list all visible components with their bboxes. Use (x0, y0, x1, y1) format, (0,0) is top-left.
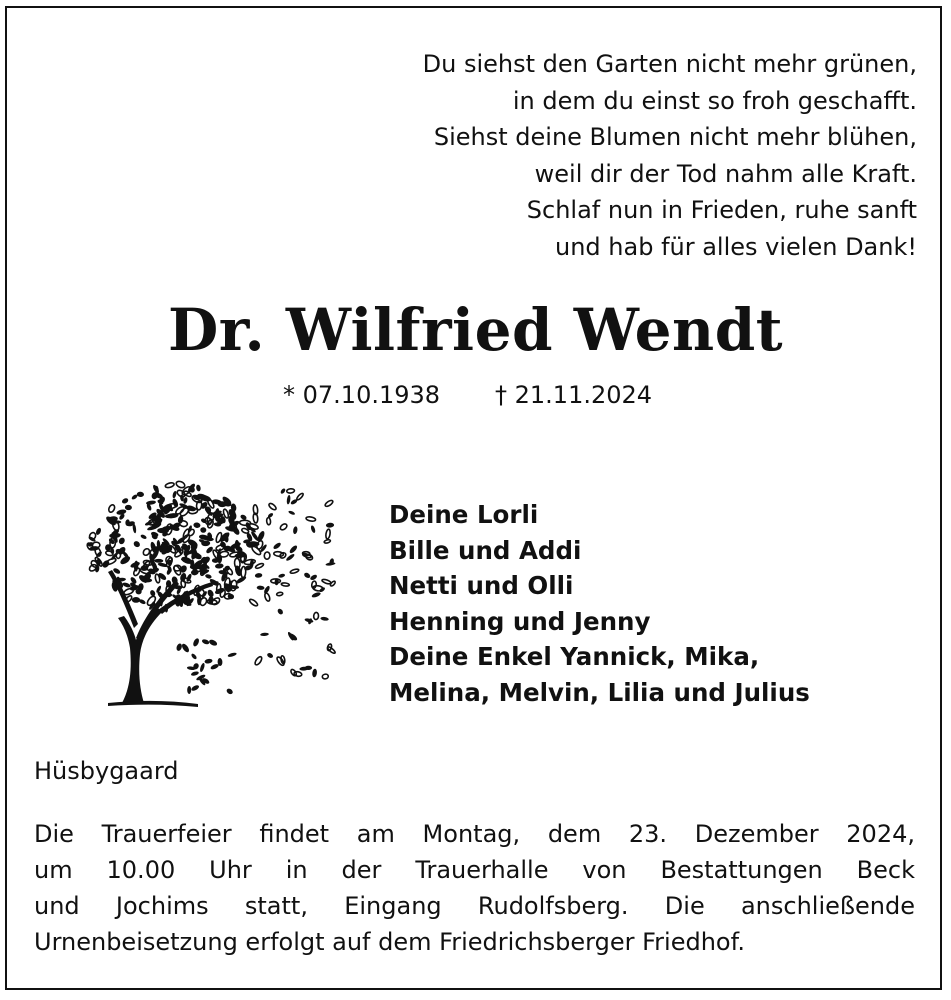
mourner-line: Netti und Olli (389, 571, 574, 600)
ceremony-line: Urnenbeisetzung erfolgt auf dem Friedrichsberger Friedhof. (34, 928, 745, 956)
residence-place: Hüsbygaard (34, 757, 179, 785)
ceremony-line: Die Trauerfeier findet am Montag, dem 23. Dezember 2024, (34, 820, 915, 848)
ceremony-line: um 10.00 Uhr in der Trauerhalle von Bestattungen Beck (34, 856, 915, 884)
poem-line: und hab für alles vielen Dank! (555, 232, 917, 261)
mourner-line: Melina, Melvin, Lilia und Julius (389, 677, 810, 707)
deceased-name: Dr. Wilfried Wendt (167, 296, 784, 364)
ceremony-details (34, 816, 915, 960)
windblown-tree-icon (78, 448, 338, 710)
mourner-line: Deine Lorli (389, 500, 539, 529)
death-date: † 21.11.2024 (495, 381, 653, 409)
mourners-list (389, 497, 810, 710)
poem-line: Schlaf nun in Frieden, ruhe sanft (526, 196, 917, 224)
poem-line: Du siehst den Garten nicht mehr grünen, (422, 50, 917, 78)
mourner-line: Deine Enkel Yannick, Mika, (389, 642, 760, 671)
poem-line: in dem du einst so froh geschafft. (512, 86, 917, 115)
memorial-poem (423, 46, 917, 265)
birth-date: * 07.10.1938 (283, 381, 441, 409)
poem-line: weil dir der Tod nahm alle Kraft. (534, 159, 917, 188)
mourner-line: Bille und Addi (389, 535, 582, 565)
ceremony-line: und Jochims statt, Eingang Rudolfsberg. Die anschließende (34, 892, 915, 920)
poem-line: Siehst deine Blumen nicht mehr blühen, (433, 123, 917, 151)
mourner-line: Henning und Jenny (389, 606, 651, 636)
